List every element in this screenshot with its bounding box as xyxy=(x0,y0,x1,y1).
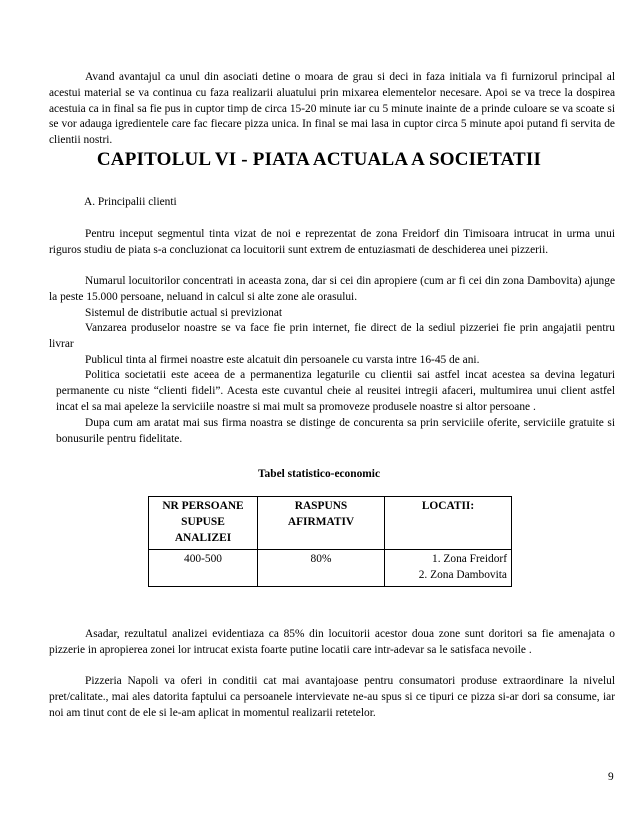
paragraph-target-segment: Pentru inceput segmentul tinta vizat de noi e reprezentat de zona Freidorf din Timisoara intrucat in urma unui riguros studiu de piata s-a concluzionat ca locuitorii sunt extrem de entuziasmati de deschiderea unei pizzerii. xyxy=(49,228,615,256)
paragraph-conclusion: Asadar, rezultatul analizei evidentiaza ca 85% din locuitorii acestor doua zone sunt doritori sa fie amenajata o pizzerie in apropierea zonei lor intrucat exista foarte putine locatii care intr-adevar sa le satisfaca nevoile . xyxy=(49,628,615,656)
header-locations: LOCATII: xyxy=(385,497,512,550)
intro-paragraph: Avand avantajul ca unul din asociati detine o moara de grau si deci in faza initiala va fi furnizorul principal al acestui material se va continua cu faza realizarii aluatului prin mixarea elementelor necesare. Apoi se va trece la dospirea acestuia ca in final sa fie pus in cuptor timp de circa 15-20 minute iar cu 5 minute inainte de a prinde culoare se va scoate si se vor adauga igredientele care fac fiecare pizza unica. In final se mai lasa in cuptor circa 5 minute apoi putand fi servita de clientii nostri. xyxy=(49,71,615,147)
location-freidorf: 1. Zona Freidorf xyxy=(432,553,507,565)
table-row xyxy=(149,550,512,587)
table-title: Tabel statistico-economic xyxy=(257,468,380,480)
section-heading: A. Principalii clienti xyxy=(84,196,177,208)
header-persons: NR PERSOANE SUPUSE ANALIZEI xyxy=(149,497,258,550)
paragraph-target-public: Publicul tinta al firmei noastre este alcatuit din persoanele cu varsta intre 16-45 de ani. xyxy=(85,354,480,366)
location-dambovita: 2. Zona Dambovita xyxy=(418,568,507,581)
chapter-heading: CAPITOLUL VI - PIATA ACTUALA A SOCIETATII xyxy=(96,149,542,170)
header-affirmative: RASPUNS AFIRMATIV xyxy=(258,497,385,550)
statistics-table xyxy=(148,496,512,587)
table-header-row xyxy=(149,497,512,550)
paragraph-sales: Vanzarea produselor noastre se va face fie prin internet, fie direct de la sediul pizzeriei fie prin angajatii pentru livrar xyxy=(49,322,615,350)
cell-persons: 400-500 xyxy=(149,550,258,587)
paragraph-policy: Politica societatii este aceea de a permanentiza legaturile cu clientii sai astfel incat acestea sa devina legaturi permanente cu niste “clienti fideli”. Acesta este cuvantul cheie al reusitei intregii afaceri, multumirea unui client astfel incat el sa mai apeleze la serviciile noastre si mai mult sa promoveze produsele noastre si altor persoane . xyxy=(56,369,615,413)
paragraph-differentiation: Dupa cum am aratat mai sus firma noastra se distinge de concurenta sa prin serviciile oferite, serviciile gratuite si bonusurile pentru fidelitate. xyxy=(56,417,615,445)
page-number: 9 xyxy=(608,771,614,783)
cell-affirmative: 80% xyxy=(258,550,385,587)
cell-locations xyxy=(385,550,512,587)
paragraph-population: Numarul locuitorilor concentrati in aceasta zona, dar si cei din apropiere (cum ar fi cei din zona Dambovita) ajunge la peste 15.000 persoane, neluand in calcul si alte zone ale orasului. xyxy=(49,275,615,303)
paragraph-distribution: Sistemul de distributie actual si previzionat xyxy=(85,307,283,319)
paragraph-napoli: Pizzeria Napoli va oferi in conditii cat mai avantajoase pentru consumatori produse extraordinare la nivelul pret/calitate., mai ales datorita faptului ca persoanele intervievate ne-au spus si ce tipuri ce pizza si-ar dori sa consume, iar noi am tinut cont de ele si le-am aplicat in momentul realizarii retetelor. xyxy=(49,675,615,719)
